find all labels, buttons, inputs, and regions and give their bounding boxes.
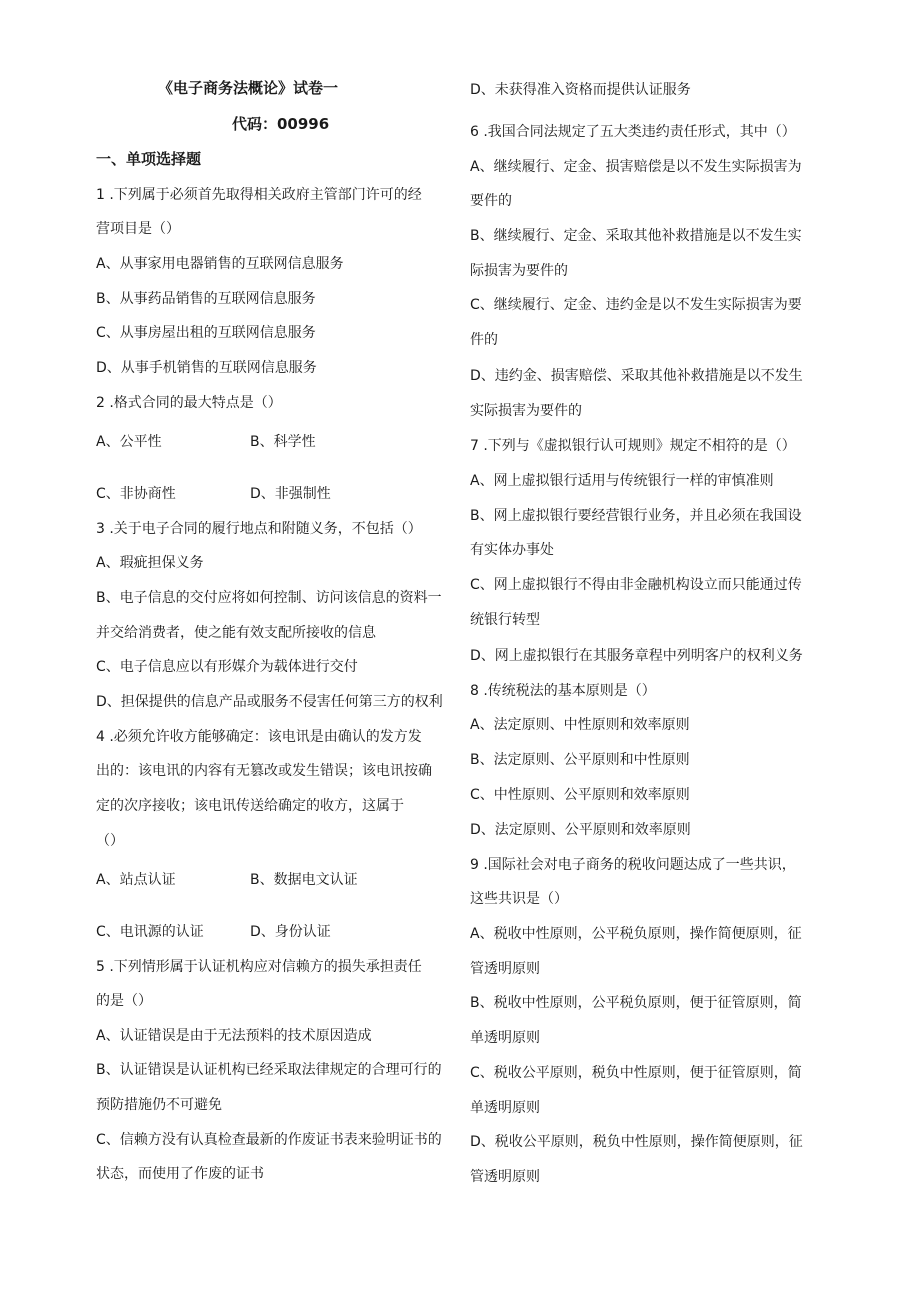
question-9-text: 9 .国际社会对电子商务的税收问题达成了一些共识， (470, 857, 796, 873)
question-5-option-d: D、未获得准入资格而提供认证服务 (470, 82, 691, 98)
question-5-option-a: A、认证错误是由于无法预料的技术原因造成 (96, 1028, 372, 1044)
question-4-option-b: B、数据电文认证 (250, 872, 358, 888)
question-8-option-c: C、中性原则、公平原则和效率原则 (470, 787, 690, 803)
question-2-text: 2 .格式合同的最大特点是（） (96, 395, 282, 411)
section-title: 一、单项选择题 (96, 150, 202, 168)
question-4-text-cont-1: 出的：该电讯的内容有无篡改或发生错误；该电讯按确 (96, 763, 432, 779)
question-5-option-c-cont: 状态，而使用了作废的证书 (96, 1166, 264, 1182)
question-2-option-c: C、非协商性 (96, 486, 176, 502)
question-8-option-b: B、法定原则、公平原则和中性原则 (470, 752, 690, 768)
question-4-option-d: D、身份认证 (250, 924, 331, 940)
question-6-option-c: C、继续履行、定金、违约金是以不发生实际损害为要 (470, 297, 802, 313)
question-7-option-d: D、网上虚拟银行在其服务章程中列明客户的权利义务 (470, 648, 803, 664)
question-4-option-c: C、电讯源的认证 (96, 924, 204, 940)
question-6-option-d: D、违约金、损害赔偿、采取其他补救措施是以不发生 (470, 368, 803, 384)
question-1-option-c: C、从事房屋出租的互联网信息服务 (96, 325, 316, 341)
question-9-option-b: B、税收中性原则，公平税负原则，便于征管原则，简 (470, 995, 802, 1011)
question-9-option-d: D、税收公平原则，税负中性原则，操作简便原则，征 (470, 1134, 803, 1150)
question-1-option-d: D、从事手机销售的互联网信息服务 (96, 360, 317, 376)
question-5-text: 5 .下列情形属于认证机构应对信赖方的损失承担责任 (96, 959, 422, 975)
question-6-option-a-cont: 要件的 (470, 193, 512, 209)
question-9-option-c-cont: 单透明原则 (470, 1100, 540, 1116)
question-6-option-b: B、继续履行、定金、采取其他补救措施是以不发生实 (470, 228, 802, 244)
question-3-option-b-cont: 并交给消费者，使之能有效支配所接收的信息 (96, 625, 376, 641)
question-5-text-cont: 的是（） (96, 993, 152, 1009)
question-3-option-b: B、电子信息的交付应将如何控制、访问该信息的资料一 (96, 590, 442, 606)
exam-code: 代码：00996 (232, 115, 330, 133)
question-8-option-d: D、法定原则、公平原则和效率原则 (470, 822, 691, 838)
exam-title: 《电子商务法概论》试卷一 (158, 79, 339, 97)
question-3-option-c: C、电子信息应以有形媒介为载体进行交付 (96, 659, 358, 675)
question-8-text: 8 .传统税法的基本原则是（） (470, 683, 656, 699)
question-1-option-b: B、从事药品销售的互联网信息服务 (96, 291, 316, 307)
question-3-option-a: A、瑕疵担保义务 (96, 555, 204, 571)
question-1-text: 1 .下列属于必须首先取得相关政府主管部门许可的经 (96, 187, 422, 203)
question-9-option-c: C、税收公平原则，税负中性原则，便于征管原则，简 (470, 1065, 802, 1081)
question-6-option-c-cont: 件的 (470, 332, 498, 348)
question-4-text: 4 .必须允许收方能够确定：该电讯是由确认的发方发 (96, 729, 422, 745)
question-4-option-a: A、站点认证 (96, 872, 176, 888)
question-9-option-d-cont: 管透明原则 (470, 1169, 540, 1185)
question-7-option-a: A、网上虚拟银行适用与传统银行一样的审慎准则 (470, 473, 774, 489)
question-2-option-a: A、公平性 (96, 434, 162, 450)
question-7-option-b-cont: 有实体办事处 (470, 542, 554, 558)
question-5-option-b: B、认证错误是认证机构已经采取法律规定的合理可行的 (96, 1062, 442, 1078)
question-9-text-cont: 这些共识是（） (470, 891, 568, 907)
question-1-text-cont: 营项目是（） (96, 221, 180, 237)
question-6-text: 6 .我国合同法规定了五大类违约责任形式，其中（） (470, 124, 796, 140)
question-9-option-a: A、税收中性原则，公平税负原则，操作简便原则，征 (470, 926, 802, 942)
question-9-option-a-cont: 管透明原则 (470, 961, 540, 977)
question-4-text-cont-2: 定的次序接收；该电讯传送给确定的收方，这属于 (96, 798, 404, 814)
question-4-text-cont-3: （） (96, 833, 124, 849)
question-2-option-b: B、科学性 (250, 434, 316, 450)
question-7-option-c-cont: 统银行转型 (470, 612, 540, 628)
question-3-text: 3 .关于电子合同的履行地点和附随义务，不包括（） (96, 521, 422, 537)
question-6-option-d-cont: 实际损害为要件的 (470, 403, 582, 419)
question-7-text: 7 .下列与《虚拟银行认可规则》规定不相符的是（） (470, 438, 796, 454)
question-6-option-a: A、继续履行、定金、损害赔偿是以不发生实际损害为 (470, 159, 802, 175)
question-8-option-a: A、法定原则、中性原则和效率原则 (470, 717, 690, 733)
question-1-option-a: A、从事家用电器销售的互联网信息服务 (96, 256, 344, 272)
question-7-option-b: B、网上虚拟银行要经营银行业务，并且必须在我国设 (470, 508, 802, 524)
question-2-option-d: D、非强制性 (250, 486, 331, 502)
question-5-option-b-cont: 预防措施仍不可避免 (96, 1097, 222, 1113)
question-9-option-b-cont: 单透明原则 (470, 1030, 540, 1046)
question-7-option-c: C、网上虚拟银行不得由非金融机构设立而只能通过传 (470, 577, 802, 593)
question-3-option-d: D、担保提供的信息产品或服务不侵害任何第三方的权利 (96, 694, 443, 710)
question-5-option-c: C、信赖方没有认真检查最新的作废证书表来验明证书的 (96, 1132, 442, 1148)
question-6-option-b-cont: 际损害为要件的 (470, 263, 568, 279)
